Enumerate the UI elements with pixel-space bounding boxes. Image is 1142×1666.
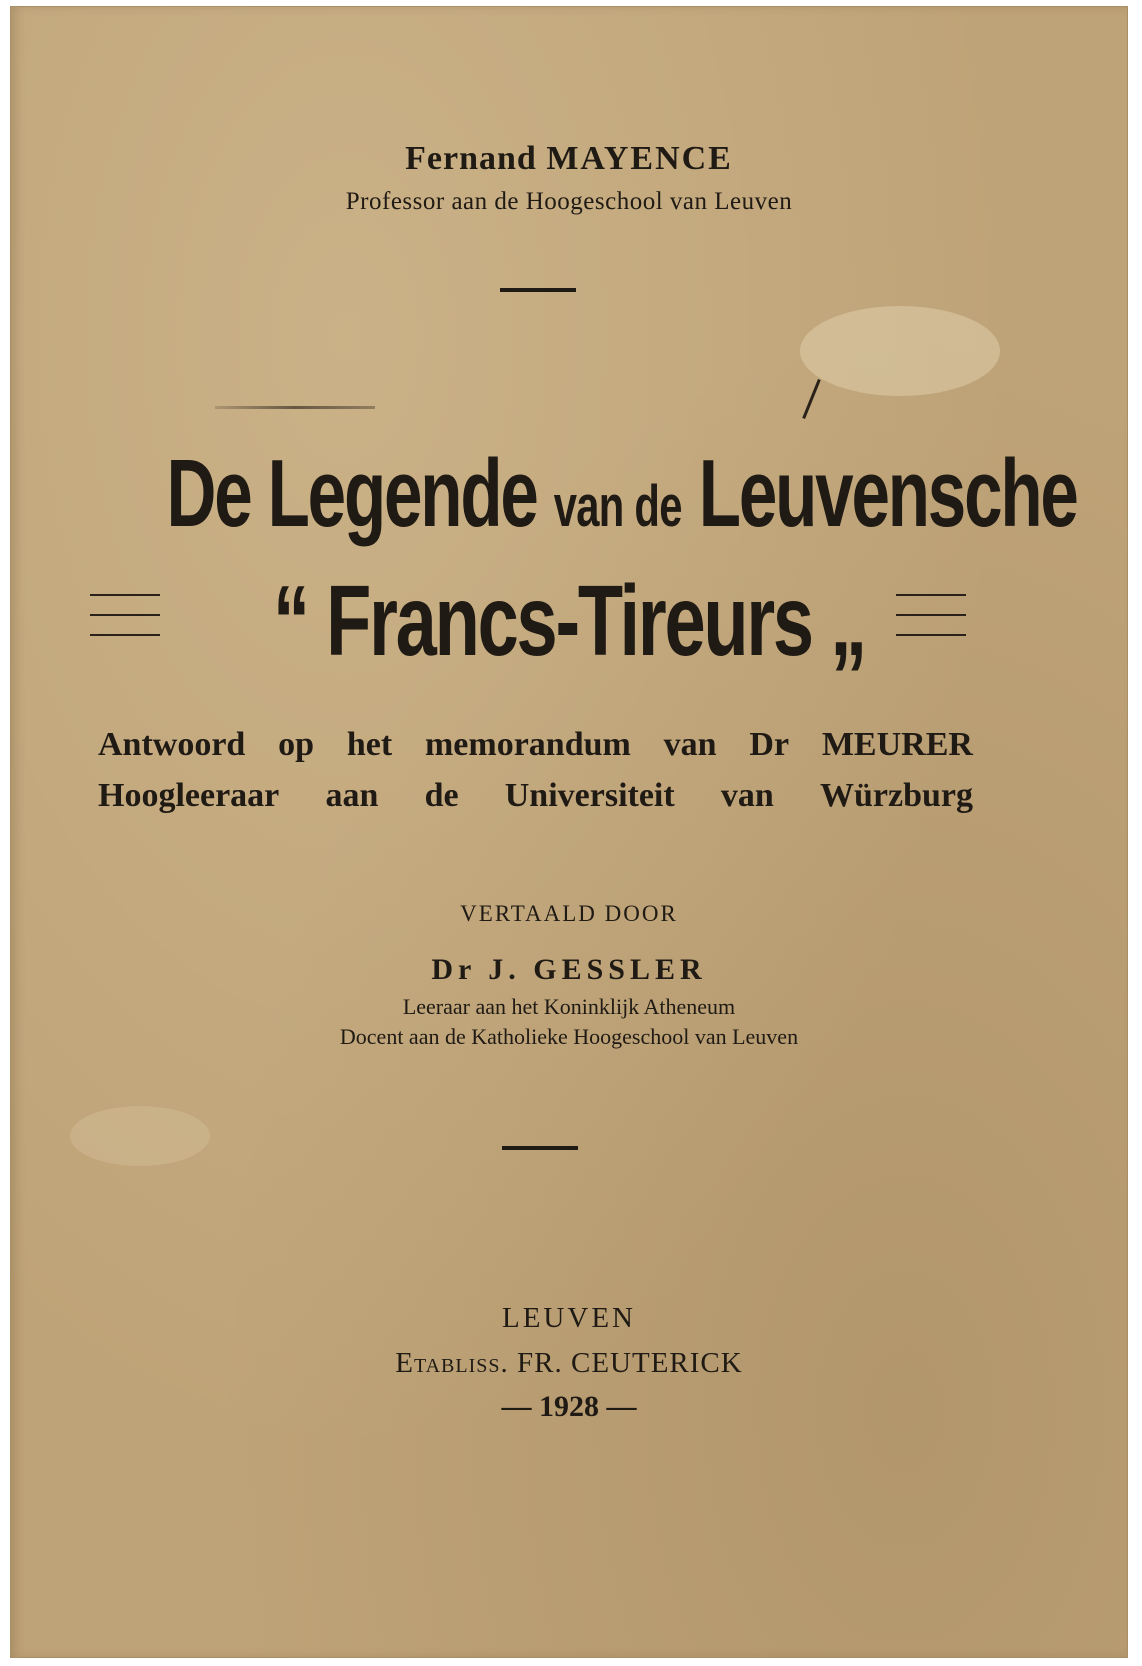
pencil-mark (802, 379, 821, 419)
subtitle-word: de (424, 777, 459, 814)
subtitle-word: aan (325, 777, 379, 814)
left-ornament-lines (90, 594, 160, 654)
title-line-2: “ Francs-Tireurs „ (272, 565, 866, 677)
translated-by-label: VERTAALD DOOR (460, 901, 678, 926)
translator-role-1: Leeraar aan het Koninklijk Atheneum (402, 994, 736, 1019)
title-part-a: De Legende (166, 440, 537, 547)
translator-role-2: Docent aan de Katholieke Hoogeschool van Leuven (339, 1024, 799, 1049)
author-last-name: MAYENCE (546, 140, 733, 177)
subtitle-word: memorandum (424, 726, 631, 763)
title-part-c: Leuvensche (698, 440, 1077, 547)
publisher-name: FR. CEUTERICK (517, 1347, 743, 1379)
title-line-1 (166, 440, 1077, 547)
subtitle-word: van (720, 777, 774, 814)
subtitle-word: Hoogleeraar (98, 777, 280, 814)
publication-city: LEUVEN (502, 1302, 636, 1334)
publication-year: — 1928 — (501, 1390, 637, 1423)
publisher-prefix: Etabliss. (395, 1347, 509, 1379)
divider-bottom (502, 1146, 578, 1150)
subtitle-word: op (278, 726, 315, 763)
subtitle-word: Universiteit (504, 777, 675, 814)
subtitle-word: MEURER (821, 726, 973, 763)
ink-mark (215, 406, 375, 409)
subtitle-word: Antwoord (98, 726, 246, 763)
subtitle-word: Würzburg (820, 777, 973, 814)
author-name (10, 140, 1128, 178)
right-ornament-lines (896, 594, 966, 654)
subtitle-word: van (663, 726, 717, 763)
book-cover (10, 6, 1128, 1658)
author-affiliation: Professor aan de Hoogeschool van Leuven (345, 188, 793, 215)
author-first-name: Fernand (405, 140, 537, 177)
subtitle-line-1 (98, 726, 973, 764)
subtitle-line-2 (98, 777, 973, 815)
paper-stain (800, 306, 1000, 396)
title-part-b: van de (553, 474, 682, 539)
translator-name: Dr J. GESSLER (431, 953, 707, 986)
divider-top (500, 288, 576, 292)
subtitle-word: Dr (749, 726, 790, 763)
subtitle-word: het (346, 726, 393, 763)
paper-stain (70, 1106, 210, 1166)
publisher (10, 1347, 1128, 1380)
